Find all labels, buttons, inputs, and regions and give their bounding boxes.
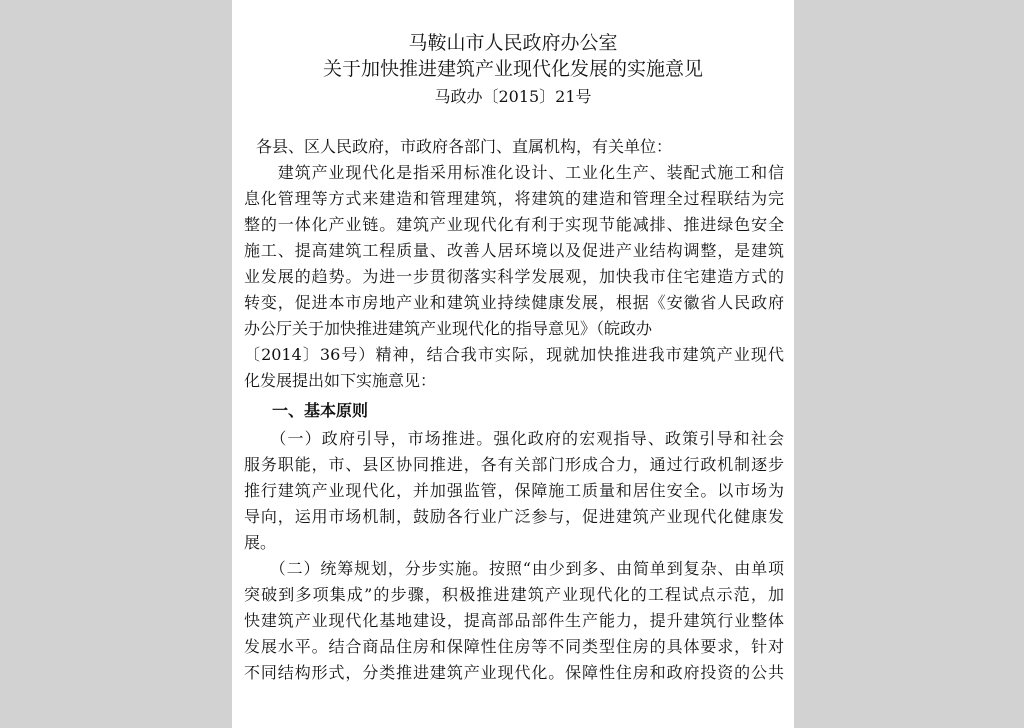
document-number: 马政办〔2015〕21号 [434, 87, 592, 106]
intro-line: 转变，促进本市房地产业和建筑业持续健康发展，根据《安徽省人民政府 [244, 293, 784, 312]
intro-line: 息化管理等方式来建造和管理建筑，将建筑的建造和管理全过程联结为完 [244, 189, 784, 208]
intro-line: 化发展提出如下实施意见： [244, 371, 437, 390]
principle-1-line: 展。 [244, 533, 277, 552]
intro-line: 〔2014〕36号）精神，结合我市实际，现就加快推进我市建筑产业现代 [244, 345, 784, 364]
intro-line: 办公厅关于加快推进建筑产业现代化的指导意见》（皖政办 [244, 319, 653, 338]
principle-1-line: 推行建筑产业现代化，并加强监管，保障施工质量和居住安全。以市场为 [244, 481, 784, 500]
intro-line: 业发展的趋势。为进一步贯彻落实科学发展观，加快我市住宅建造方式的 [244, 267, 784, 286]
document-title-issuer: 马鞍山市人民政府办公室 [408, 32, 618, 54]
principle-2-line: 快建筑产业现代化基地建设，提高部品部件生产能力，提升建筑行业整体 [244, 611, 784, 630]
principle-1-line: 导向，运用市场机制，鼓励各行业广泛参与，促进建筑产业现代化健康发 [244, 507, 784, 526]
intro-line: 建筑产业现代化是指采用标准化设计、工业化生产、装配式施工和信 [244, 163, 784, 182]
section-heading-basic-principles: 一、基本原则 [272, 401, 369, 420]
principle-2-line: 发展水平。结合商品住房和保障性住房等不同类型住房的具体要求，针对 [244, 637, 784, 656]
document-page [232, 0, 794, 728]
principle-1-line: 服务职能，市、县区协同推进，各有关部门形成合力，通过行政机制逐步 [244, 455, 784, 474]
principle-2-line: 不同结构形式，分类推进建筑产业现代化。保障性住房和政府投资的公共 [244, 663, 784, 682]
intro-line: 整的一体化产业链。建筑产业现代化有利于实现节能减排、推进绿色安全 [244, 215, 784, 234]
document-title-subject: 关于加快推进建筑产业现代化发展的实施意见 [322, 58, 703, 80]
principle-2-line: 突破到多项集成”的步骤，积极推进建筑产业现代化的工程试点示范，加 [244, 585, 784, 604]
principle-1-line: （一）政府引导，市场推进。强化政府的宏观指导、政策引导和社会 [244, 429, 784, 448]
addressee: 各县、区人民政府，市政府各部门、直属机构，有关单位： [256, 137, 673, 156]
principle-2-line: （二）统筹规划，分步实施。按照“由少到多、由简单到复杂、由单项 [244, 559, 784, 578]
intro-line: 施工、提高建筑工程质量、改善人居环境以及促进产业结构调整，是建筑 [244, 241, 784, 260]
